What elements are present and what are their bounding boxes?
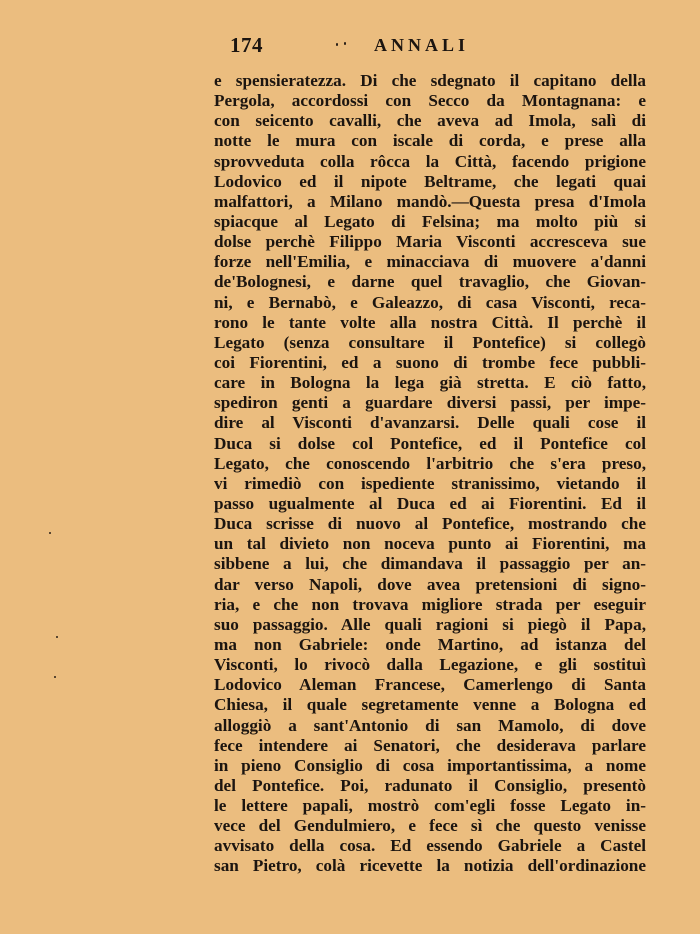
body-text <box>214 71 646 877</box>
text-line: coi Fiorentini, ed a suono di trombe fece pubbli- <box>214 352 646 372</box>
text-line: rono le tante volte alla nostra Città. Il perchè il <box>214 312 646 332</box>
text-line: notte le mura con iscale di corda, e prese alla <box>214 131 646 151</box>
text-line: ni, e Bernabò, e Galeazzo, di casa Visconti, reca- <box>214 292 646 312</box>
text-line: e spensieratezza. Di che sdegnato il capitano della <box>214 71 646 90</box>
text-line: spediron genti a guardare diversi passi, per impe- <box>214 393 646 413</box>
text-line: vi rimediò con ispediente stranissimo, vietando il <box>214 473 646 493</box>
text-line: suo passaggio. Alle quali ragioni si piegò il Papa, <box>214 614 646 634</box>
text-line: san Pietro, colà ricevette la notizia dell'ordinazione <box>214 856 646 876</box>
text-line: ma non Gabriele: onde Martino, ad istanza del <box>214 634 646 654</box>
text-line: de'Bolognesi, e darne quel travaglio, che Giovan- <box>214 272 646 292</box>
text-line: Visconti, lo rivocò dalla Legazione, e gli sostituì <box>214 655 646 675</box>
text-line: un tal divieto non noceva punto ai Fiorentini, ma <box>214 534 646 554</box>
running-title: ANNALI <box>374 35 470 55</box>
margin-speck <box>344 42 346 45</box>
text-line: malfattori, a Milano mandò.—Questa presa d'Imola <box>214 191 646 211</box>
text-line: Legato, che conoscendo l'arbitrio che s'era preso, <box>214 453 646 473</box>
text-line: in pieno Consiglio di cosa importantissima, a nome <box>214 755 646 775</box>
text-line: del Pontefice. Poi, radunato il Consiglio, presentò <box>214 775 646 795</box>
text-line: forze nell'Emilia, e minacciava di muovere a'danni <box>214 252 646 272</box>
text-line: sprovveduta colla rôcca la Città, facendo prigione <box>214 151 646 171</box>
text-line: passo ugualmente al Duca ed ai Fiorentini. Ed il <box>214 493 646 513</box>
margin-speck <box>56 636 58 638</box>
text-line: care in Bologna la lega già stretta. E ciò fatto, <box>214 373 646 393</box>
text-line: ria, e che non trovava migliore strada per eseguir <box>214 594 646 614</box>
margin-speck <box>49 532 51 534</box>
text-line: Chiesa, il quale segretamente venne a Bologna ed <box>214 695 646 715</box>
margin-speck <box>336 43 338 46</box>
page-header <box>218 33 648 57</box>
text-line: Pergola, accordossi con Secco da Montagnana: e <box>214 91 646 111</box>
text-line: dolse perchè Filippo Maria Visconti accresceva sue <box>214 232 646 252</box>
text-line: Lodovico Aleman Francese, Camerlengo di Santa <box>214 675 646 695</box>
text-line: avvisato della cosa. Ed essendo Gabriele a Castel <box>214 836 646 856</box>
text-line: sibbene a lui, che dimandava il passaggio per an- <box>214 554 646 574</box>
text-line: con seicento cavalli, che aveva ad Imola, salì di <box>214 111 646 131</box>
text-line: dar verso Napoli, dove avea pretensioni di signo- <box>214 574 646 594</box>
text-line: Legato (senza consultare il Pontefice) si collegò <box>214 332 646 352</box>
page-number: 174 <box>230 33 263 57</box>
margin-speck <box>54 676 56 678</box>
text-line: spiacque al Legato di Felsina; ma molto più si <box>214 211 646 231</box>
text-line: dire al Visconti d'avanzarsi. Delle quali cose il <box>214 413 646 433</box>
text-line: alloggiò a sant'Antonio di san Mamolo, di dove <box>214 715 646 735</box>
text-line: le lettere papali, mostrò com'egli fosse Legato in- <box>214 796 646 816</box>
text-line: Duca scrisse di nuovo al Pontefice, mostrando che <box>214 514 646 534</box>
text-line: fece intendere ai Senatori, che desiderava parlare <box>214 735 646 755</box>
text-line: Duca si dolse col Pontefice, ed il Pontefice col <box>214 433 646 453</box>
text-line: Lodovico ed il nipote Beltrame, che legati quai <box>214 171 646 191</box>
text-line: vece del Gendulmiero, e fece sì che questo venisse <box>214 816 646 836</box>
